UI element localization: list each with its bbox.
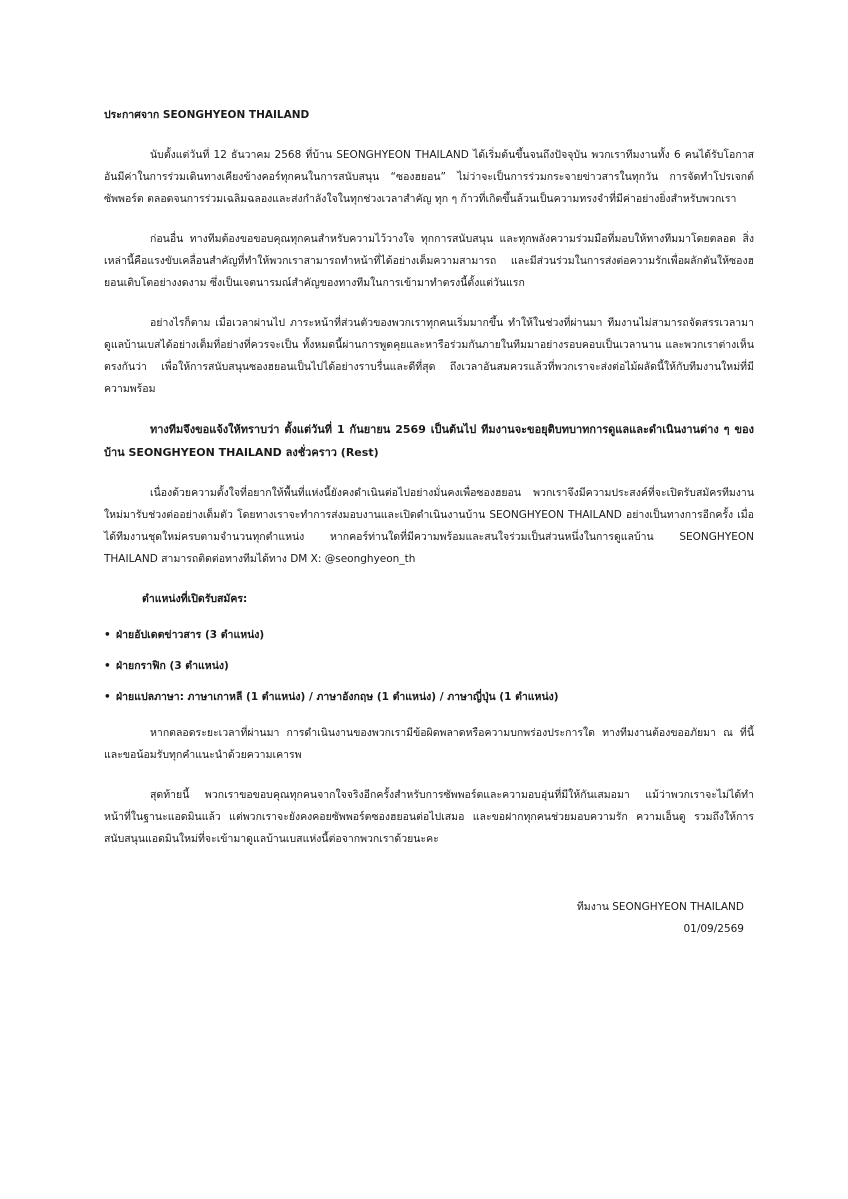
apology-paragraph: หากตลอดระยะเวลาที่ผ่านมา การดำเนินงานของพวกเรามีข้อผิดพลาดหรือความบกพร่องประการใด ทางทีมงานต้องขออภัยมา ณ ที่นี้ และขอน้อมรับทุกคำแนะนำด้วยความเคารพ [104,727,754,761]
announcement-heading: ประกาศจาก SEONGHYEON THAILAND [104,109,310,121]
closing-paragraph: สุดท้ายนี้ พวกเราขอขอบคุณทุกคนจากใจจริงอีกครั้งสำหรับการซัพพอร์ตและความอบอุ่นที่มีให้กันเสมอมา แม้ว่าพวกเราจะไม่ได้ทำหน้าที่ในฐานะแอดมินแล้ว แต่พวกเราจะยังคงคอยซัพพอร์ตซองฮยอนต่อไปเสมอ และขอฝากทุกคนช่วยมอบความรัก ความเอ็นดู รวมถึงให้การสนับสนุนแอดมินใหม่ที่จะเข้ามาดูแลบ้านเบสแห่งนี้ต่อจากพวกเราด้วยนะคะ [104,789,754,845]
thanks-paragraph: ก่อนอื่น ทางทีมต้องขอขอบคุณทุกคนสำหรับความไว้วางใจ ทุกการสนับสนุน และทุกพลังความร่วมมือที่มอบให้ทางทีมมาโดยตลอด สิ่งเหล่านี้คือแรงขับเคลื่อนสำคัญที่ทำให้พวกเราสามารถทำหน้าที่ได้อย่างเต็มความสามารถ และมีส่วนร่วมในการส่งต่อความรักเพื่อผลักดันให้ซองฮยอนเติบโตอย่างงดงาม ซึ่งเป็นเจตนารมณ์สำคัญของทางทีมในการเข้ามาทำตรงนี้ตั้งแต่วันแรก [104,233,754,289]
position-item-translation: • ฝ่ายแปลภาษา: ภาษาเกาหลี (1 ตำแหน่ง) / ภาษาอังกฤษ (1 ตำแหน่ง) / ภาษาญี่ปุ่น (1 ตำแหน่ง) [104,686,754,708]
position-item-news: • ฝ่ายอัปเดตข่าวสาร (3 ตำแหน่ง) [104,624,754,646]
signature-date: 01/09/2569 [683,923,744,935]
signature-block [577,896,744,940]
position-item-graphic: • ฝ่ายกราฟิก (3 ตำแหน่ง) [104,655,754,677]
recruitment-paragraph: เนื่องด้วยความตั้งใจที่อยากให้พื้นที่แห่งนี้ยังคงดำเนินต่อไปอย่างมั่นคงเพื่อซองฮยอน พวกเราจึงมีความประสงค์ที่จะเปิดรับสมัครทีมงานใหม่มารับช่วงต่ออย่างเต็มตัว โดยทางเราจะทำการส่งมอบงานและเปิดดำเนินงานบ้าน SEONGHYEON THAILAND อย่างเป็นทางการอีกครั้ง เมื่อได้ทีมงานชุดใหม่ครบตามจำนวนทุกตำแหน่ง หากคอร์ท่านใดที่มีความพร้อมและสนใจร่วมเป็นส่วนหนึ่งในการดูแลบ้าน SEONGHYEON THAILAND สามารถติดต่อทางทีมได้ทาง DM X: @seonghyeon_th [104,487,754,565]
signature-team: ทีมงาน SEONGHYEON THAILAND [576,901,744,913]
rest-announcement-paragraph: ทางทีมจึงขอแจ้งให้ทราบว่า ตั้งแต่วันที่ 1 กันยายน 2569 เป็นต้นไป ทีมงานจะขอยุติบทบาทการดูแลและดำเนินงานต่าง ๆ ของบ้าน SEONGHYEON THAILAND ลงชั่วคราว (Rest) [104,423,754,459]
announcement-document [104,104,754,868]
positions-heading: ตำแหน่งที่เปิดรับสมัคร: [142,593,248,605]
positions-list [104,624,754,708]
intro-paragraph: นับตั้งแต่วันที่ 12 ธันวาคม 2568 ที่บ้าน SEONGHYEON THAILAND ได้เริ่มต้นขึ้นจนถึงปัจจุบัน พวกเราทีมงานทั้ง 6 คนได้รับโอกาสอันมีค่าในการร่วมเดินทางเคียงข้างคอร์ทุกคนในการสนับสนุน “ซองฮยอน” ไม่ว่าจะเป็นการร่วมกระจายข่าวสารในทุกวัน การจัดทำโปรเจกต์ซัพพอร์ต ตลอดจนการร่วมเฉลิมฉลองและส่งกำลังใจในทุกช่วงเวลาสำคัญ ทุก ๆ ก้าวที่เกิดขึ้นล้วนเป็นความทรงจำที่มีค่าอย่างยิ่งสำหรับพวกเรา [104,149,754,205]
reason-paragraph: อย่างไรก็ตาม เมื่อเวลาผ่านไป ภาระหน้าที่ส่วนตัวของพวกเราทุกคนเริ่มมากขึ้น ทำให้ในช่วงที่ผ่านมา ทีมงานไม่สามารถจัดสรรเวลามาดูแลบ้านเบสได้อย่างเต็มที่อย่างที่ควรจะเป็น ทั้งหมดนี้ผ่านการพูดคุยและหารือร่วมกันภายในทีมมาอย่างรอบคอบเป็นเวลานาน และพวกเราต่างเห็นตรงกันว่า เพื่อให้การสนับสนุนซองฮยอนเป็นไปได้อย่างราบรื่นและดีที่สุด ถึงเวลาอันสมควรแล้วที่พวกเราจะส่งต่อไม้ผลัดนี้ให้กับทีมงานใหม่ที่มีความพร้อม [104,317,754,395]
